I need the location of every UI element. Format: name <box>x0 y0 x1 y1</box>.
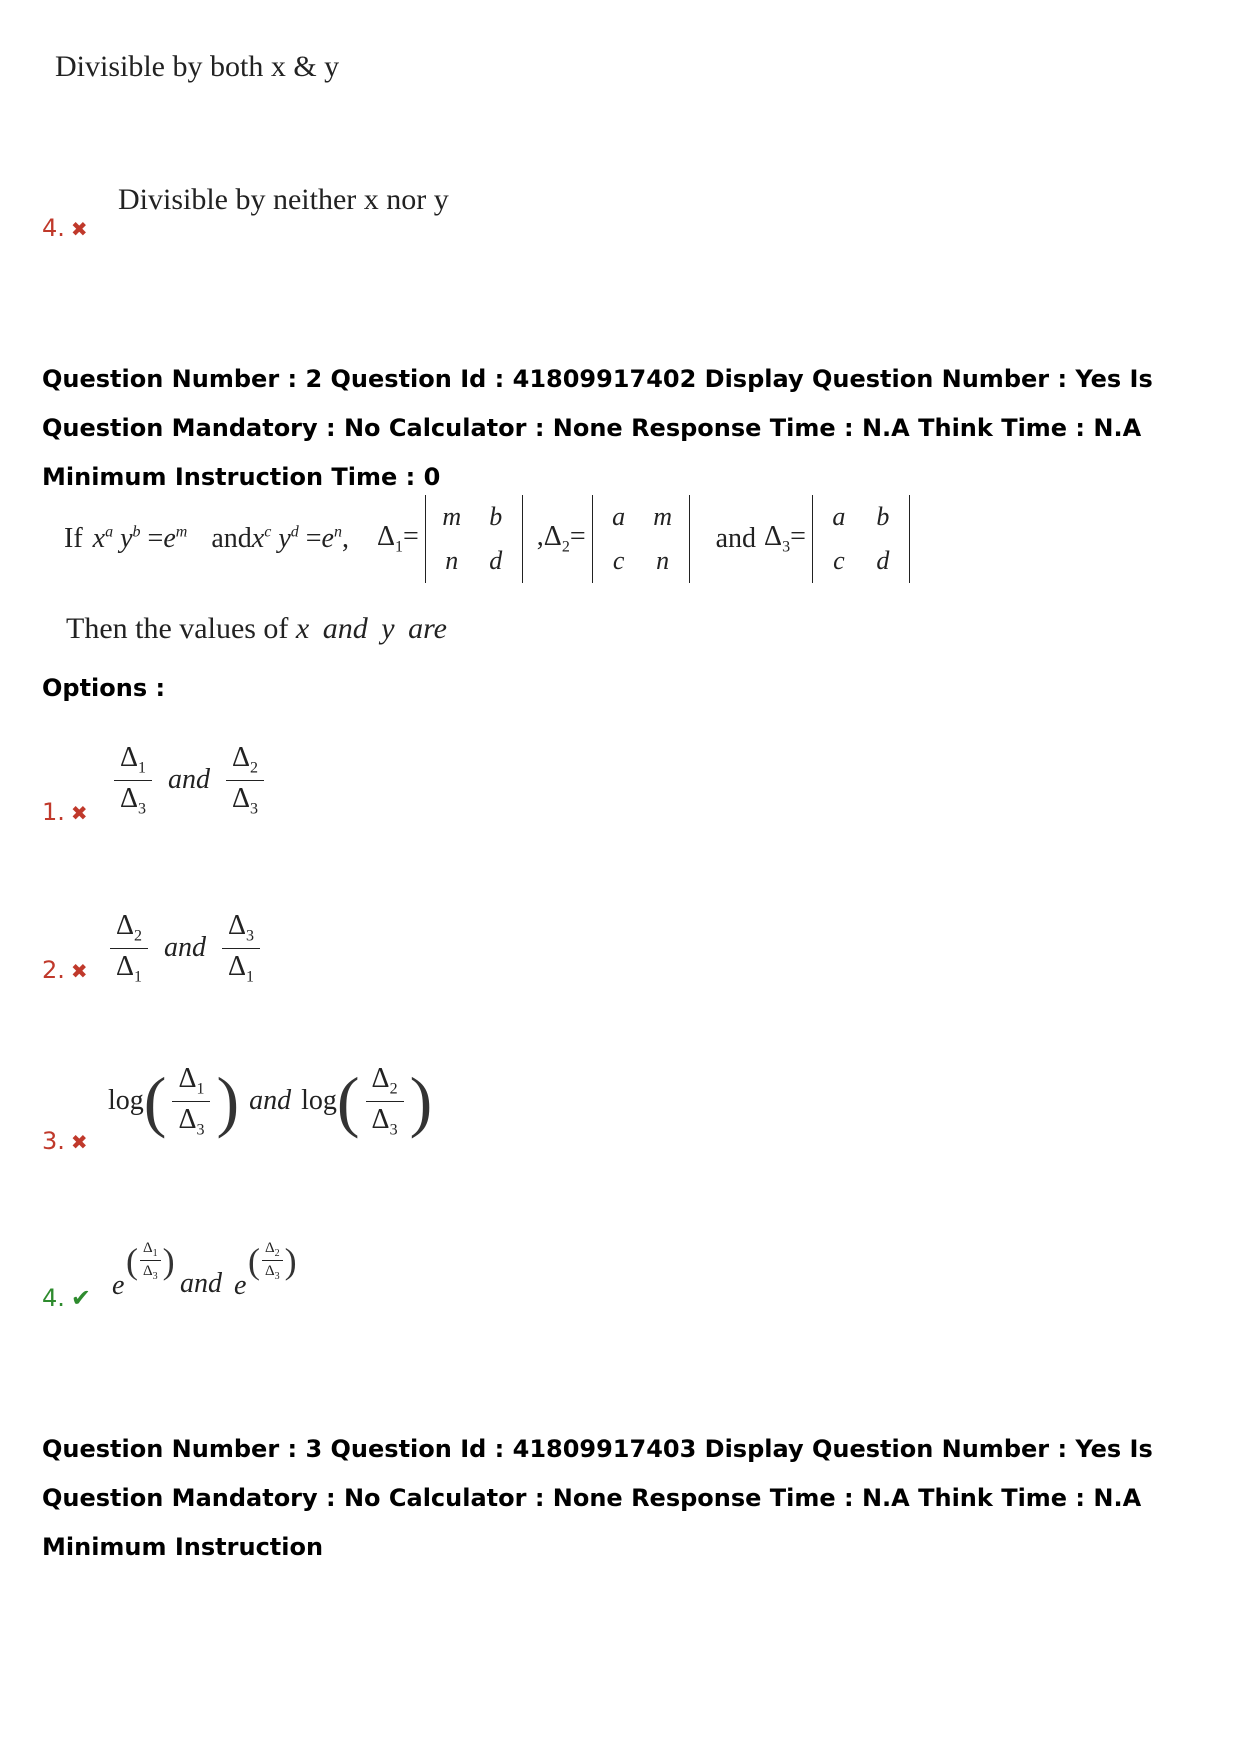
fraction-d2-d1: $\frac{\Delta_2}{\Delta_1}$ <box>110 910 148 986</box>
option-1-number <box>42 798 88 826</box>
fraction-d2-d3: $\frac{\Delta_2}{\Delta_3}$ <box>366 1063 404 1139</box>
fraction-d2-d3: $\frac{\Delta_2}{\Delta_3}$ <box>226 742 264 818</box>
prev-option-4-text: Divisible by neither x nor y <box>118 183 449 216</box>
e-base-1: e <box>112 1270 125 1301</box>
left-paren: ( <box>143 1063 167 1139</box>
stem-then: Then the values of <box>66 612 289 645</box>
correct-check-icon: ✔ <box>70 1284 92 1312</box>
fraction-d1-d3: $\frac{\Delta_1}{\Delta_3}$ <box>114 742 152 818</box>
stem-y: y <box>381 612 395 645</box>
delta-2-label: $,\Delta_2=$ <box>536 521 586 556</box>
right-paren: ) <box>216 1063 240 1139</box>
determinant-2: a m c n <box>592 495 690 583</box>
and-word: and <box>164 932 207 963</box>
prev-option-4-number <box>42 214 88 242</box>
exponent-2: ( $\frac{\Delta_2}{\Delta_3}$ ) <box>248 1240 297 1282</box>
option-2-number <box>42 956 88 984</box>
option-number: 4. <box>42 1284 65 1312</box>
option-3-content <box>108 1055 432 1147</box>
wrong-mark-icon: ✖ <box>70 217 88 241</box>
fraction-d3-d1: $\frac{\Delta_3}{\Delta_1}$ <box>222 910 260 986</box>
question-3-meta: Question Number : 3 Question Id : 41809917403 Display Question Number : Yes Is Question Mandatory : No Calculator : None Response Time : N.A Think Time : N.A Minimum Instruction <box>42 1435 1153 1561</box>
exponent-1: ( $\frac{\Delta_1}{\Delta_3}$ ) <box>126 1240 175 1282</box>
determinant-3: a b c d <box>812 495 910 583</box>
stem-and-2: and <box>715 523 757 554</box>
option-number: 2. <box>42 956 65 984</box>
stem-and: and <box>211 523 252 554</box>
delta-3-label: $\Delta_3=$ <box>764 521 806 556</box>
option-number: 1. <box>42 798 65 826</box>
stem-if: If <box>64 523 83 554</box>
options-label: Options : <box>42 674 166 702</box>
wrong-mark-icon: ✖ <box>70 1130 88 1154</box>
log-word: log <box>301 1085 337 1116</box>
option-4-content <box>110 1238 430 1308</box>
question-2-stem-equation <box>64 494 916 584</box>
option-number: 4. <box>42 214 65 242</box>
and-word: and <box>180 1268 222 1299</box>
log-word: log <box>108 1085 144 1116</box>
stem-are: are <box>408 612 447 645</box>
determinant-1: m b n d <box>425 495 523 583</box>
question-2-stem-line2 <box>66 612 447 646</box>
fraction-d1-d3: $\frac{\Delta_1}{\Delta_3}$ <box>172 1063 210 1139</box>
wrong-mark-icon: ✖ <box>70 801 88 825</box>
equation-1: $x^a$ $y^b =e^m$ <box>92 523 188 554</box>
stem-and-italic: and <box>322 612 368 645</box>
question-2-meta: Question Number : 2 Question Id : 41809917402 Display Question Number : Yes Is Question Mandatory : No Calculator : None Response Time : N.A Think Time : N.A Minimum Instruction Time : 0 <box>42 365 1153 491</box>
left-paren: ( <box>336 1063 360 1139</box>
prev-option-3-text: Divisible by both x & y <box>55 50 340 83</box>
option-1-content <box>108 735 270 825</box>
stem-x: x <box>295 612 310 645</box>
option-2-content <box>104 903 266 993</box>
option-4-number <box>42 1284 91 1312</box>
and-word: and <box>249 1085 292 1116</box>
equation-2: $x^c$ $y^d =e^n$, <box>251 523 349 554</box>
option-number: 3. <box>42 1127 65 1155</box>
option-3-number <box>42 1127 88 1155</box>
and-word: and <box>168 764 211 795</box>
e-base-2: e <box>234 1270 247 1301</box>
delta-1-label: $\Delta_1=$ <box>376 521 419 556</box>
wrong-mark-icon: ✖ <box>70 959 88 983</box>
right-paren: ) <box>409 1063 433 1139</box>
